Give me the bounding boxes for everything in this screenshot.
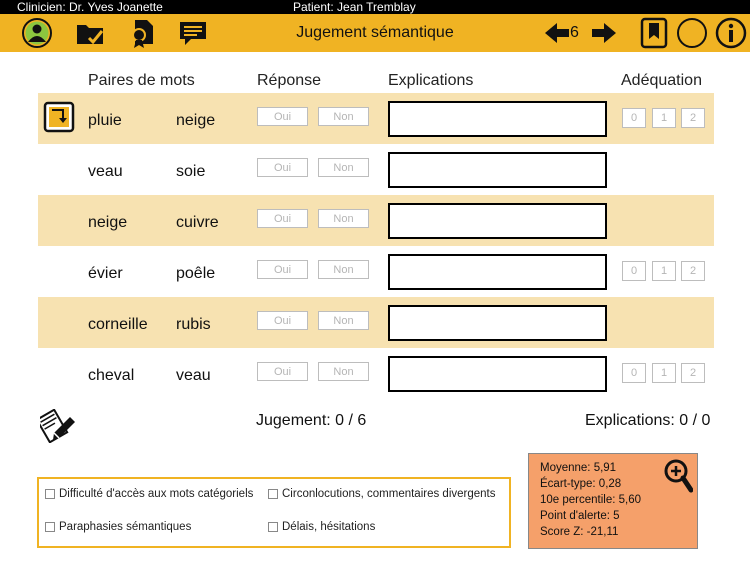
- stat-z-score: Score Z: -21,11: [540, 526, 619, 538]
- adequacy-1-button[interactable]: 1: [652, 108, 676, 128]
- word-2: neige: [176, 112, 216, 129]
- word-2: rubis: [176, 316, 211, 333]
- table-row: [38, 195, 714, 246]
- judgement-score: Jugement: 0 / 6: [256, 412, 367, 429]
- explanation-field[interactable]: [388, 356, 607, 392]
- norms-panel: [528, 453, 698, 549]
- column-header-pairs: Paires de mots: [88, 72, 195, 89]
- adequacy-1-button[interactable]: 1: [652, 363, 676, 383]
- word-1: pluie: [88, 112, 122, 129]
- page-number: 6: [570, 24, 579, 41]
- checkbox-box[interactable]: [268, 489, 278, 499]
- table-row: [38, 297, 714, 348]
- checkbox-delays-hesitations[interactable]: [268, 521, 375, 533]
- checkbox-circumlocutions[interactable]: [268, 488, 495, 500]
- arrow-left-icon[interactable]: [545, 23, 569, 43]
- clinician-label: Clinicien: Dr. Yves Joanette: [17, 0, 163, 14]
- yes-button[interactable]: Oui: [257, 260, 308, 279]
- checkbox-semantic-paraphasias[interactable]: [45, 521, 191, 533]
- word-2: cuivre: [176, 214, 219, 231]
- checkbox-category-access[interactable]: [45, 488, 253, 500]
- stat-alert-point: Point d'alerte: 5: [540, 510, 620, 522]
- patient-label: Patient: Jean Tremblay: [293, 0, 416, 14]
- checkbox-box[interactable]: [45, 489, 55, 499]
- stat-sd: Écart-type: 0,28: [540, 478, 622, 490]
- word-1: neige: [88, 214, 128, 231]
- word-1: évier: [88, 265, 123, 282]
- yes-button[interactable]: Oui: [257, 311, 308, 330]
- explanations-score: Explications: 0 / 0: [585, 412, 711, 429]
- yes-button[interactable]: Oui: [257, 158, 308, 177]
- column-header-response: Réponse: [257, 72, 322, 89]
- checkbox-label: Paraphasies sémantiques: [59, 521, 192, 533]
- adequacy-1-button[interactable]: 1: [652, 261, 676, 281]
- adequacy-2-button[interactable]: 2: [681, 261, 705, 281]
- comment-icon[interactable]: [177, 17, 209, 49]
- yes-button[interactable]: Oui: [257, 107, 308, 126]
- checkbox-label: Difficulté d'accès aux mots catégoriels: [59, 488, 254, 500]
- yes-button[interactable]: Oui: [257, 362, 308, 381]
- yes-button[interactable]: Oui: [257, 209, 308, 228]
- current-item-tablet-icon[interactable]: [43, 100, 75, 134]
- no-button[interactable]: Non: [318, 209, 369, 228]
- explanation-field[interactable]: [388, 254, 607, 290]
- no-button[interactable]: Non: [318, 260, 369, 279]
- adequacy-0-button[interactable]: 0: [622, 261, 646, 281]
- word-1: veau: [88, 163, 123, 180]
- checkbox-label: Circonlocutions, commentaires divergents: [282, 488, 496, 500]
- observations-panel: [37, 477, 511, 548]
- explanation-field[interactable]: [388, 203, 607, 239]
- user-profile-icon[interactable]: [21, 17, 53, 49]
- stat-mean: Moyenne: 5,91: [540, 462, 617, 474]
- toolbar: [0, 14, 750, 52]
- word-2: veau: [176, 367, 211, 384]
- arrow-right-icon[interactable]: [592, 23, 616, 43]
- adequacy-0-button[interactable]: 0: [622, 363, 646, 383]
- table-row: [38, 246, 714, 297]
- word-1: corneille: [88, 316, 148, 333]
- no-button[interactable]: Non: [318, 107, 369, 126]
- folder-icon[interactable]: [75, 17, 107, 49]
- word-1: cheval: [88, 367, 135, 384]
- column-header-explanations: Explications: [388, 72, 474, 89]
- adequacy-2-button[interactable]: 2: [681, 108, 705, 128]
- record-circle-icon[interactable]: [676, 17, 708, 49]
- stat-percentile: 10e percentile: 5,60: [540, 494, 642, 506]
- notes-pencil-icon[interactable]: [40, 409, 76, 443]
- checkbox-label: Délais, hésitations: [282, 521, 376, 533]
- bookmark-icon[interactable]: [638, 17, 670, 49]
- no-button[interactable]: Non: [318, 158, 369, 177]
- no-button[interactable]: Non: [318, 362, 369, 381]
- checkbox-box[interactable]: [268, 522, 278, 532]
- column-header-adequacy: Adéquation: [621, 72, 702, 89]
- word-2: poêle: [176, 265, 216, 282]
- table-row: [38, 93, 714, 144]
- table-row: [38, 144, 714, 195]
- checkbox-box[interactable]: [45, 522, 55, 532]
- adequacy-0-button[interactable]: 0: [622, 108, 646, 128]
- explanation-field[interactable]: [388, 305, 607, 341]
- table-row: [38, 348, 714, 399]
- explanation-field[interactable]: [388, 152, 607, 188]
- no-button[interactable]: Non: [318, 311, 369, 330]
- status-bar: [0, 0, 750, 14]
- page-title: Jugement sémantique: [296, 24, 454, 41]
- info-icon[interactable]: [715, 17, 747, 49]
- explanation-field[interactable]: [388, 101, 607, 137]
- adequacy-2-button[interactable]: 2: [681, 363, 705, 383]
- zoom-in-icon[interactable]: [663, 458, 693, 494]
- certificate-icon[interactable]: [127, 17, 159, 49]
- word-2: soie: [176, 163, 206, 180]
